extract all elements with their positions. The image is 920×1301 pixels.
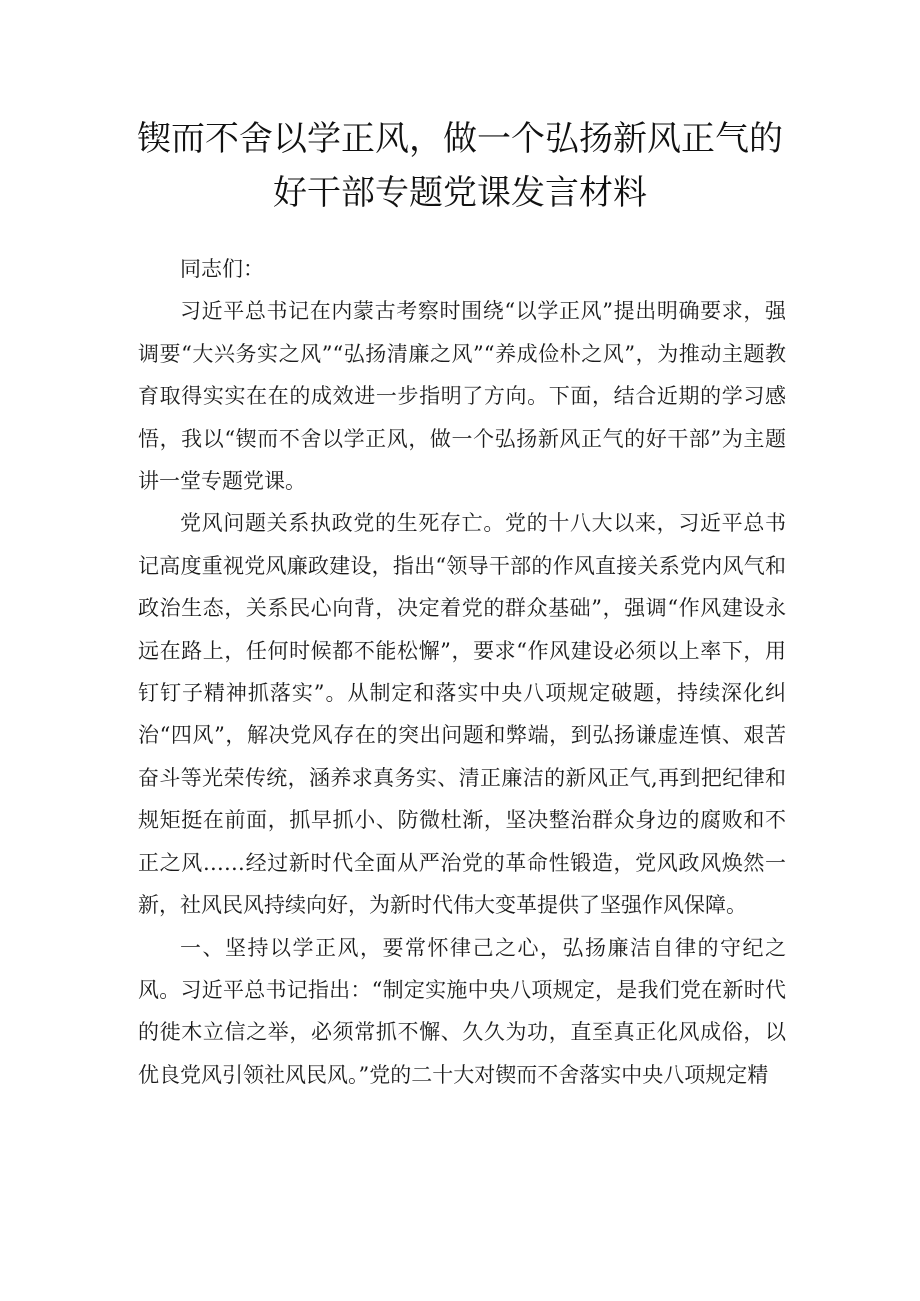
document-body bbox=[138, 248, 786, 1096]
paragraph-section-one: 一、坚持以学正风，要常怀律己之心，弘扬廉洁自律的守纪之风。习近平总书记指出：“制定实施中央八项规定，是我们党在新时代的徙木立信之举，必须常抓不懈、久久为功，直至真正化风成俗，以优良党风引领社风民风。”党的二十大对锲而不舍落实中央八项规定精 bbox=[138, 935, 786, 1087]
title-line-1: 锲而不舍以学正风，做一个弘扬新风正气的 bbox=[137, 119, 783, 159]
paragraph-party-style: 党风问题关系执政党的生死存亡。党的十八大以来，习近平总书记高度重视党风廉政建设，指出“领导干部的作风直接关系党内风气和政治生态，关系民心向背，决定着党的群众基础”，强调“作风建设永远在路上，任何时候都不能松懈”，要求“作风建设必须以上率下，用钉钉子精神抓落实”。从制定和落实中央八项规定破题，持续深化纠治“四风”，解决党风存在的突出问题和弊端，到弘扬谦虚连慎、艰苦奋斗等光荣传统，涵养求真务实、清正廉洁的新风正气,再到把纪律和规矩挺在前面，抓早抓小、防微杜渐，坚决整治群众身边的腐败和不正之风……经过新时代全面从严治党的革命性锻造，党风政风焕然一新，社风民风持续向好，为新时代伟大变革提供了坚强作风保障。 bbox=[138, 511, 786, 918]
title-line-2: 好干部专题党课发言材料 bbox=[273, 173, 647, 213]
document-title bbox=[100, 112, 820, 220]
paragraph-intro: 习近平总书记在内蒙古考察时围绕“以学正风”提出明确要求，强调要“大兴务实之风”“弘扬清廉之风”“养成俭朴之风”，为推动主题教育取得实实在在的成效进一步指明了方向。下面，结合近期的学习感悟，我以“锲而不舍以学正风，做一个弘扬新风正气的好干部”为主题讲一堂专题党课。 bbox=[138, 299, 786, 494]
paragraph-salutation: 同志们： bbox=[180, 257, 264, 281]
